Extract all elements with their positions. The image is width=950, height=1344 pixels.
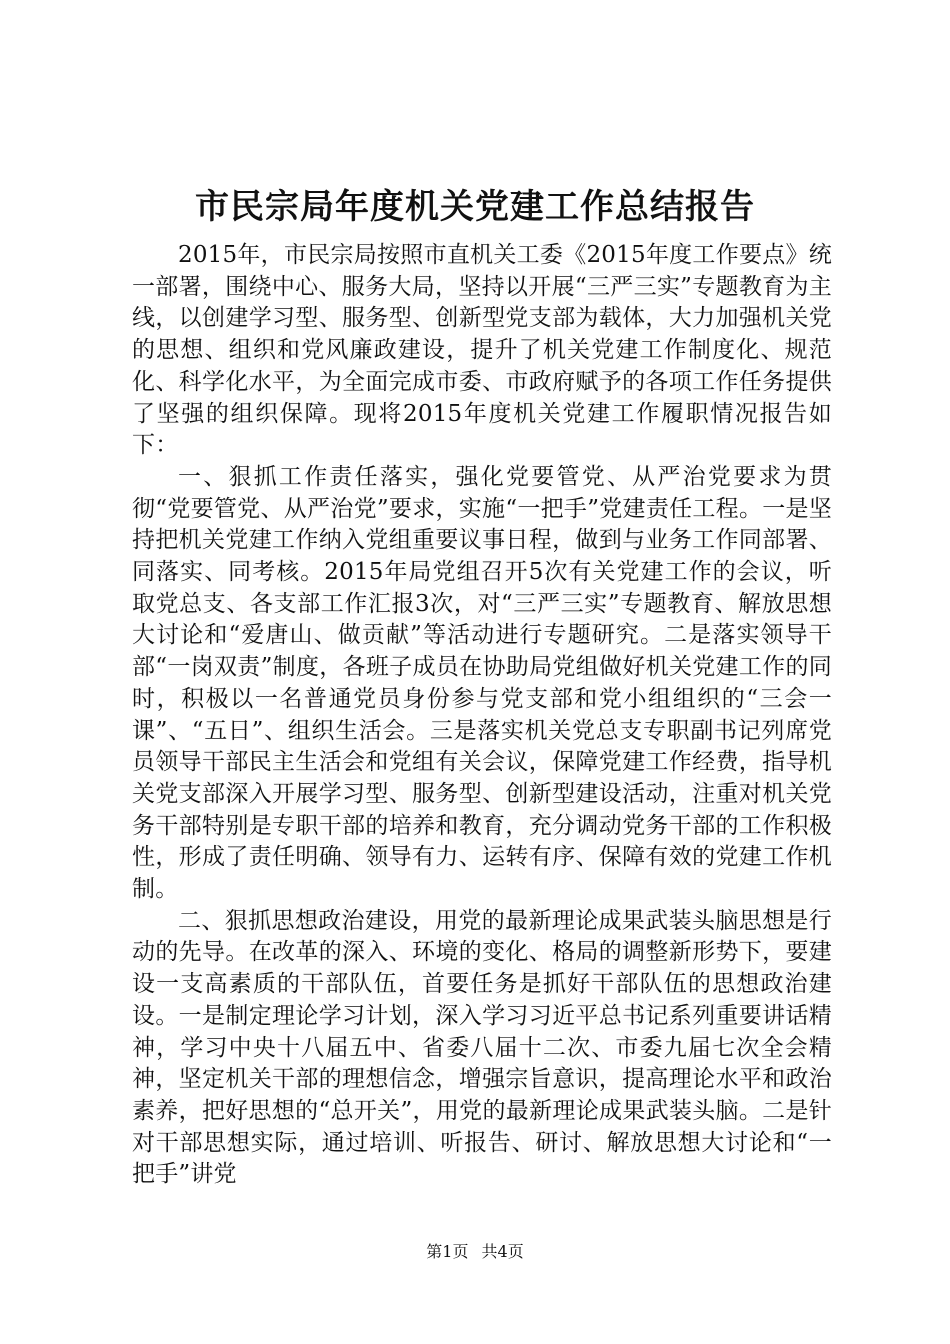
section-one-paragraph: 一、狠抓工作责任落实，强化党要管党、从严治党要求为贯彻“党要管党、从严治党”要求，实施“一把手”党建责任工程。一是坚持把机关党建工作纳入党组重要议事日程，做到与业务工作同部署、同落实、同考核。2015年局党组召开5次有关党建工作的会议，听取党总支、各支部工作汇报3次，对“三严三实”专题教育、解放思想大讨论和“爱唐山、做贡献”等活动进行专题研究。二是落实领导干部“一岗双责”制度，各班子成员在协助局党组做好机关党建工作的同时，积极以一名普通党员身份参与党支部和党小组组织的“三会一课”、“五日”、组织生活会。三是落实机关党总支专职副书记列席党员领导干部民主生活会和党组有关会议，保障党建工作经费，指导机关党支部深入开展学习型、服务型、创新型建设活动，注重对机关党务干部特别是专职干部的培养和教育，充分调动党务干部的工作积极性，形成了责任明确、领导有力、运转有序、保障有效的党建工作机制。 bbox=[132, 463, 832, 903]
page-footer bbox=[0, 1240, 950, 1264]
document-body bbox=[132, 240, 832, 1191]
page-number: 第1页 bbox=[426, 1242, 469, 1261]
section-two-paragraph: 二、狠抓思想政治建设，用党的最新理论成果武装头脑思想是行动的先导。在改革的深入、环境的变化、格局的调整新形势下，要建设一支高素质的干部队伍，首要任务是抓好干部队伍的思想政治建设。一是制定理论学习计划，深入学习习近平总书记系列重要讲话精神，学习中央十八届五中、省委八届十二次、市委九届七次全会精神，坚定机关干部的理想信念，增强宗旨意识，提高理论水平和政治素养，把好思想的“总开关”，用党的最新理论成果武装头脑。二是针对干部思想实际，通过培训、听报告、研讨、解放思想大讨论和“一把手”讲党 bbox=[132, 907, 832, 1188]
document-title: 市民宗局年度机关党建工作总结报告 bbox=[195, 187, 755, 227]
page-total: 共4页 bbox=[481, 1242, 524, 1261]
intro-paragraph: 2015年，市民宗局按照市直机关工委《2015年度工作要点》统一部署，围绕中心、服务大局，坚持以开展“三严三实”专题教育为主线，以创建学习型、服务型、创新型党支部为载体，大力加强机关党的思想、组织和党风廉政建设，提升了机关党建工作制度化、规范化、科学化水平，为全面完成市委、市政府赋予的各项工作任务提供了坚强的组织保障。现将2015年度机关党建工作履职情况报告如下： bbox=[132, 242, 832, 459]
